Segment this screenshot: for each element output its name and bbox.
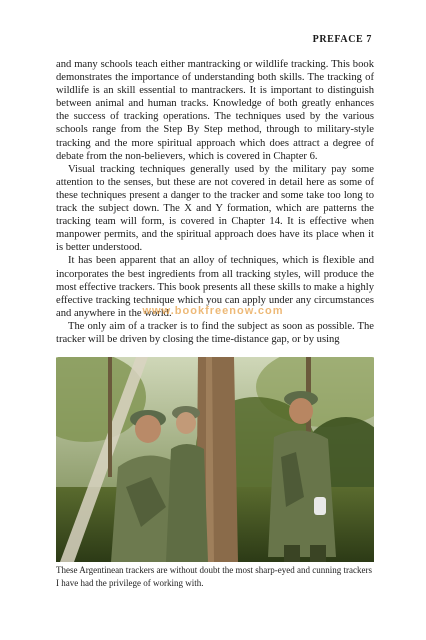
body-text — [56, 58, 374, 346]
trackers-photo — [56, 357, 374, 562]
figure-caption: These Argentinean trackers are without doubt the most sharp-eyed and cunning trackers I have had the privilege of working with. — [56, 565, 372, 588]
jungle-scene-illustration — [56, 357, 374, 562]
paragraph: Visual tracking techniques generally used by the military pay some attention to the senses, but these are not covered in detail here as some of these techniques present a danger to the tracker and some take too long to track the subject down. The X and Y formation, which are patterns the tracking team will form, is covered in Chapter 14. It is effective when manpower permits, and the spiritual approach does have its place when it is better understood. — [56, 163, 374, 254]
paragraph: and many schools teach either mantracking or wildlife tracking. This book demonstrates the importance of understanding both skills. The tracking of wildlife is an skill essential to mantrackers. It is important to distinguish between animal and human tracks. Knowledge of both greatly enhances the success of tracking operations. The techniques used by the various schools range from the Step By Step method, through to military-style tracking and the more spiritual approach which does attract a degree of debate from the non-believers, which is covered in Chapter 6. — [56, 59, 374, 162]
watermark: www.bookfreenow.com — [142, 305, 284, 317]
running-head: PREFACE 7 — [312, 34, 372, 45]
paragraph: The only aim of a tracker is to find the subject as soon as possible. The tracker will be driven by closing the time-distance gap, or by using — [56, 320, 374, 345]
paragraph: It has been apparent that an alloy of techniques, which is flexible and incorporates the best ingredients from all tracking styles, will produce the most effective trackers. This book presents all these skills to make a highly effective tracking technique which you can apply under any circumstances and anywhere in the world. — [56, 255, 374, 319]
